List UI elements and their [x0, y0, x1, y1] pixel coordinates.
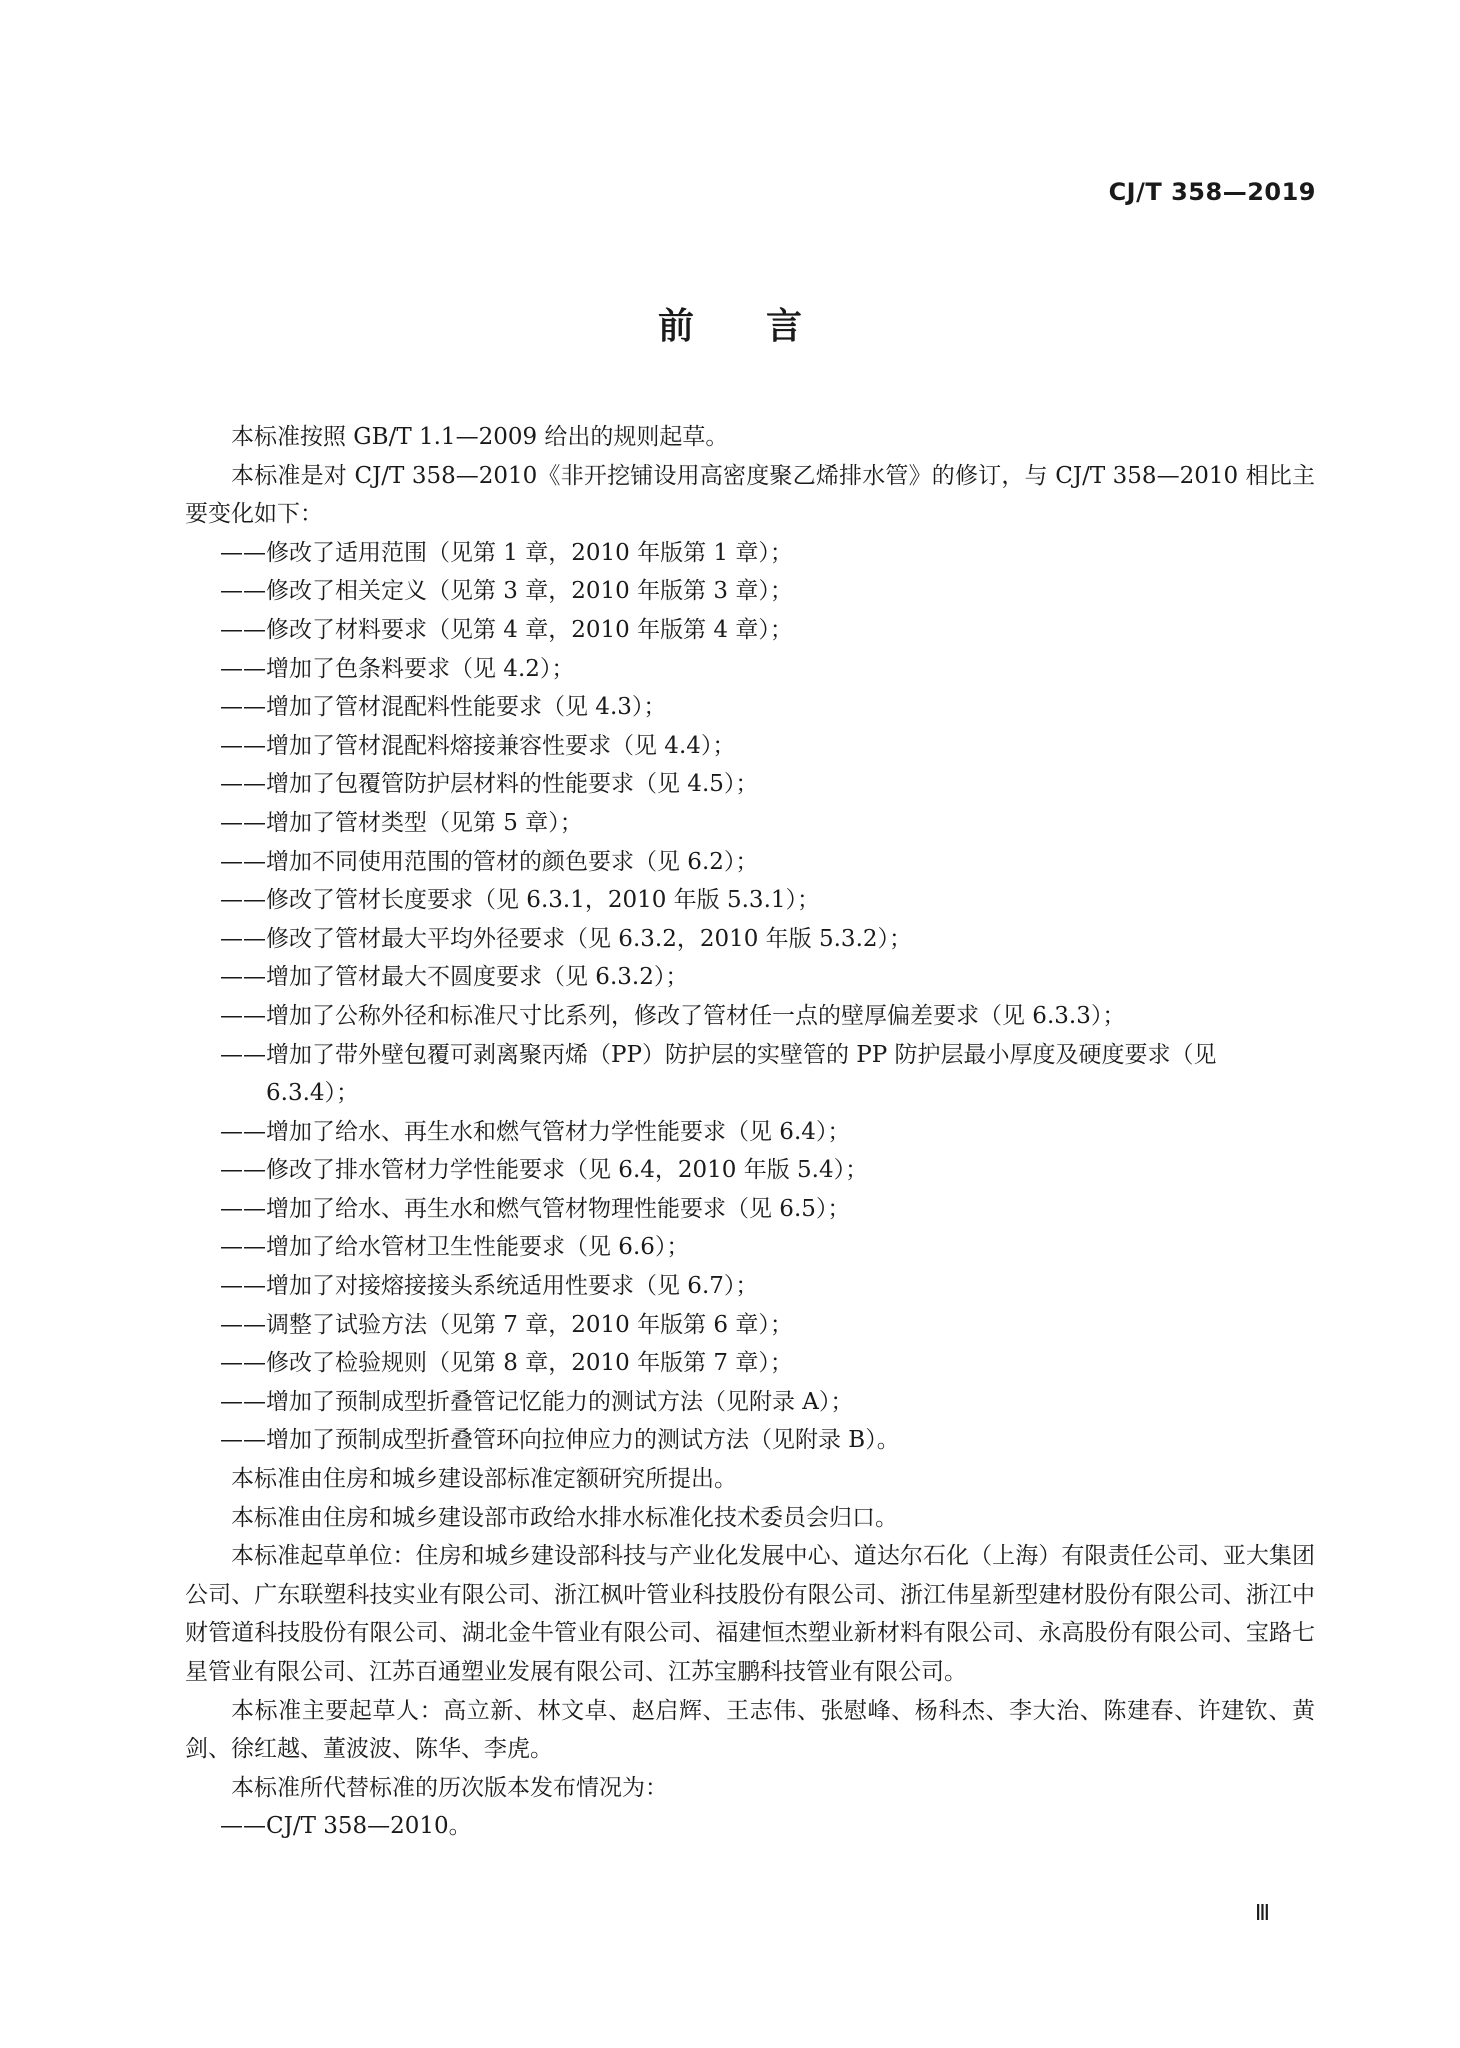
list-item: ——增加了预制成型折叠管环向拉伸应力的测试方法（见附录 B）。	[220, 1427, 900, 1454]
title-char-2: 言	[766, 306, 803, 347]
list-item: ——增加了管材混配料熔接兼容性要求（见 4.4）；	[220, 732, 736, 759]
drafting-rule-paragraph: 本标准按照 GB/T 1.1—2009 给出的规则起草。	[231, 424, 729, 450]
drafting-units-paragraph: 本标准起草单位：住房和城乡建设部科技与产业化发展中心、道达尔石化（上海）有限责任公司、亚大集团公司、广东联塑科技实业有限公司、浙江枫叶管业科技股份有限公司、浙江伟星新型建材股份有限公司、浙江中财管道科技股份有限公司、湖北金牛管业有限公司、福建恒杰塑业新材料有限公司、永高股份有限公司、宝路七星管业有限公司、江苏百通塑业发展有限公司、江苏宝鹏科技管业有限公司。	[185, 1543, 1315, 1685]
list-item: ——修改了管材最大平均外径要求（见 6.3.2，2010 年版 5.3.2）；	[220, 925, 913, 952]
history-item: ——CJ/T 358—2010。	[220, 1813, 472, 1840]
list-item: ——修改了检验规则（见第 8 章，2010 年版第 7 章）；	[220, 1350, 793, 1377]
list-item: ——调整了试验方法（见第 7 章，2010 年版第 6 章）；	[220, 1311, 793, 1338]
list-item: ——增加了管材混配料性能要求（见 4.3）；	[220, 694, 667, 721]
list-item: ——增加了色条料要求（见 4.2）；	[220, 655, 575, 682]
list-item: ——修改了管材长度要求（见 6.3.1，2010 年版 5.3.1）；	[220, 887, 821, 914]
list-item: ——增加了带外壁包覆可剥离聚丙烯（PP）防护层的实壁管的 PP 防护层最小厚度及硬度要求（见 6.3.4）；	[220, 1041, 1217, 1107]
proposer-paragraph: 本标准由住房和城乡建设部标准定额研究所提出。	[231, 1466, 737, 1493]
revision-intro-paragraph: 本标准是对 CJ/T 358—2010《非开挖铺设用高密度聚乙烯排水管》的修订，与 CJ/T 358—2010 相比主要变化如下：	[185, 462, 1315, 528]
drafters-paragraph: 本标准主要起草人：高立新、林文卓、赵启辉、王志伟、张慰峰、杨科杰、李大治、陈建春、许建钦、黄剑、徐红越、董波波、陈华、李虎。	[185, 1697, 1315, 1763]
list-item: ——修改了排水管材力学性能要求（见 6.4，2010 年版 5.4）；	[220, 1157, 869, 1184]
list-item: ——修改了材料要求（见第 4 章，2010 年版第 4 章）；	[220, 616, 793, 643]
committee-paragraph: 本标准由住房和城乡建设部市政给水排水标准化技术委员会归口。	[231, 1504, 898, 1531]
list-item: ——修改了适用范围（见第 1 章，2010 年版第 1 章）；	[220, 539, 793, 566]
standard-number: CJ/T 358—2019	[1108, 178, 1316, 206]
list-item: ——增加了包覆管防护层材料的性能要求（见 4.5）；	[220, 771, 759, 798]
list-item: ——修改了相关定义（见第 3 章，2010 年版第 3 章）；	[220, 578, 793, 605]
list-item: ——增加了给水、再生水和燃气管材物理性能要求（见 6.5）；	[220, 1195, 851, 1222]
page-number: Ⅲ	[1254, 1900, 1270, 1925]
changes-list	[185, 534, 1315, 1460]
list-item: ——增加了管材类型（见第 5 章）；	[220, 809, 583, 836]
title-char-1: 前	[657, 306, 694, 347]
foreword-body	[185, 418, 1315, 1846]
list-item: ——增加了管材最大不圆度要求（见 6.3.2）；	[220, 964, 689, 991]
list-item: ——增加了公称外径和标准尺寸比系列，修改了管材任一点的壁厚偏差要求（见 6.3.3）；	[220, 1002, 1126, 1029]
list-item: ——增加了给水管材卫生性能要求（见 6.6）；	[220, 1234, 690, 1261]
list-item: ——增加不同使用范围的管材的颜色要求（见 6.2）；	[220, 848, 759, 875]
page-title	[0, 298, 1460, 349]
list-item: ——增加了对接熔接接头系统适用性要求（见 6.7）；	[220, 1273, 759, 1300]
list-item: ——增加了预制成型折叠管记忆能力的测试方法（见附录 A）；	[220, 1388, 854, 1415]
history-intro-paragraph: 本标准所代替标准的历次版本发布情况为：	[231, 1774, 668, 1801]
list-item: ——增加了给水、再生水和燃气管材力学性能要求（见 6.4）；	[220, 1118, 851, 1145]
